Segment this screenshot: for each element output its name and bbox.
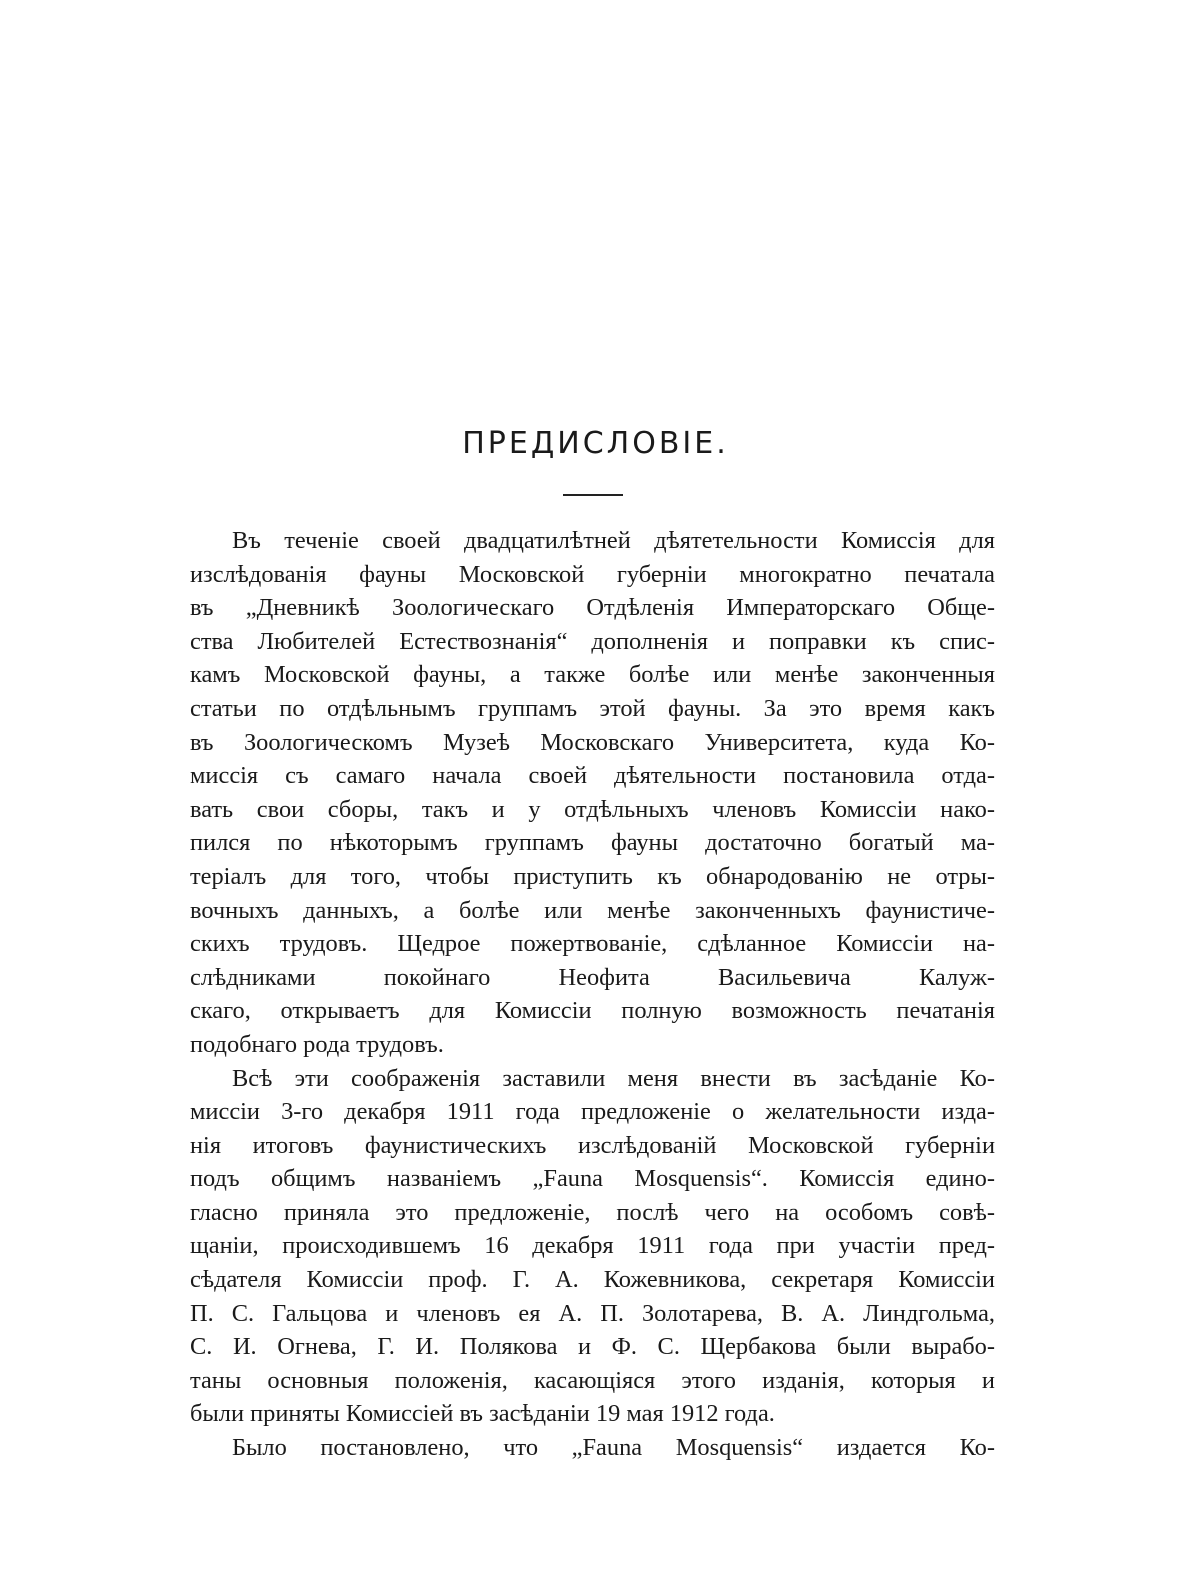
text-line: статьи по отдѣльнымъ группамъ этой фауны. За это время какъ	[190, 694, 995, 722]
text-line: вать свои сборы, такъ и у отдѣльныхъ членовъ Комиссіи нако-	[190, 795, 995, 823]
text-line: подобнаго рода трудовъ.	[190, 1030, 444, 1058]
text-line: Всѣ эти соображенія заставили меня внести въ засѣданіе Ко-	[232, 1064, 995, 1092]
paragraph-3	[190, 1431, 995, 1465]
text-line: миссія съ самаго начала своей дѣятельности постановила отда-	[190, 762, 995, 790]
text-line: щаніи, происходившемъ 16 декабря 1911 года при участіи пред-	[190, 1232, 995, 1260]
text-line: ства Любителей Естествознанія“ дополненія и поправки къ спис-	[190, 627, 995, 655]
text-line: гласно приняла это предложеніе, послѣ чего на особомъ совѣ-	[190, 1198, 995, 1226]
text-line: теріалъ для того, чтобы приступить къ обнародованію не отры-	[190, 862, 995, 890]
text-line: вочныхъ данныхъ, а болѣе или менѣе законченныхъ фаунистиче-	[190, 896, 995, 924]
text-line: изслѣдованія фауны Московской губерніи многократно печатала	[190, 560, 995, 588]
text-line: нія итоговъ фаунистическихъ изслѣдованій Московской губерніи	[190, 1131, 995, 1159]
text-line: слѣдниками покойнаго Неофита Васильевича Калуж-	[190, 963, 995, 991]
text-line: скихъ трудовъ. Щедрое пожертвованіе, сдѣланное Комиссіи на-	[190, 930, 995, 958]
text-line: камъ Московской фауны, а также болѣе или менѣе законченныя	[190, 661, 995, 689]
text-line: были приняты Комиссіей въ засѣданіи 19 мая 1912 года.	[190, 1400, 775, 1428]
paragraph-2	[190, 1062, 995, 1432]
text-line: Было постановлено, что „Fauna Mosquensis“ издается Ко-	[232, 1434, 995, 1462]
text-line: подъ общимъ названіемъ „Fauna Mosquensis“. Комиссія едино-	[190, 1165, 995, 1193]
text-line: С. И. Огнева, Г. И. Полякова и Ф. С. Щербакова были вырабо-	[190, 1333, 995, 1361]
text-line: скаго, открываетъ для Комиссіи полную возможность печатанія	[190, 997, 995, 1025]
text-line: П. С. Гальцова и членовъ ея А. П. Золотарева, В. А. Линдгольма,	[190, 1299, 995, 1327]
text-line: въ „Дневникѣ Зоологическаго Отдѣленія Императорскаго Обще-	[190, 594, 995, 622]
paragraph-1	[190, 524, 995, 1062]
title-divider	[563, 494, 623, 496]
text-line: въ Зоологическомъ Музеѣ Московскаго Университета, куда Ко-	[190, 728, 995, 756]
body-text	[190, 524, 995, 1465]
text-line: миссіи 3-го декабря 1911 года предложеніе о желательности изда-	[190, 1098, 995, 1126]
text-line: сѣдателя Комиссіи проф. Г. А. Кожевникова, секретаря Комиссіи	[190, 1266, 995, 1294]
text-line: Въ теченіе своей двадцатилѣтней дѣятетельности Комиссія для	[232, 527, 995, 554]
text-line: таны основныя положенія, касающіяся этого изданія, которыя и	[190, 1366, 995, 1394]
text-line: пился по нѣкоторымъ группамъ фауны достаточно богатый ма-	[190, 829, 995, 857]
page-title: ПРЕДИСЛОВIE.	[462, 426, 729, 461]
